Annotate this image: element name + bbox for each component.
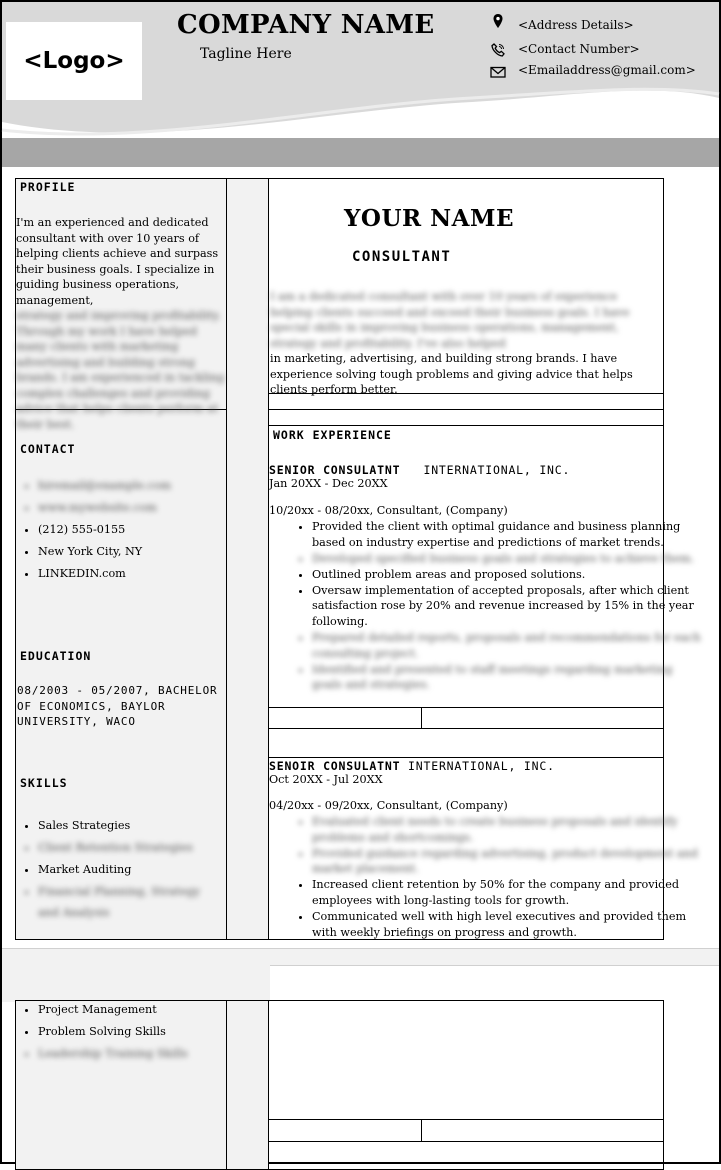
skill-item: • Market Auditing xyxy=(38,859,213,881)
job-bullet: • Prepared detailed reports, proposals and recommendations for each consulting project. xyxy=(312,630,702,661)
job-bullet: • Provided guidance regarding advertising, product development and market placement. xyxy=(312,846,705,877)
summary-text: in marketing, advertising, and building strong brands. I have experience solving tough problems and giving advice that helps clients perform better. xyxy=(270,352,633,396)
summary-block xyxy=(270,289,663,398)
page2-top-shade xyxy=(2,964,270,1002)
job-bullet: • Oversaw implementation of accepted proposals, after which client satisfaction rose by 20% and revenue increased by 15% in the year following. xyxy=(312,583,702,630)
page2-divider xyxy=(268,1141,664,1142)
page2-cell-divider xyxy=(421,1119,422,1141)
job-bullet: • Increased client retention by 50% for the company and provided employees with long-lasting tools for growth. xyxy=(312,877,705,908)
logo: <Logo> xyxy=(6,22,142,100)
skill-item: • Project Management xyxy=(38,999,213,1021)
mail-icon xyxy=(490,64,506,80)
job-bullet: • Evaluated client needs to create business proposals and identify problems and shortcomings. xyxy=(312,814,705,845)
job-bullet: • Communicated well with high level executives and provided them with weekly briefings on progress and growth. xyxy=(312,909,705,940)
email-address: <Emailaddress@gmail.com> xyxy=(518,63,696,77)
page2-gutter-box xyxy=(226,1000,269,1170)
job-bullet: • Provided the client with optimal guidance and business planning based on industry expertise and predictions of market trends. xyxy=(312,519,702,550)
profile-text-block xyxy=(16,215,226,431)
profile-text: I'm an experienced and dedicated consultant with over 10 years of helping clients achieve and surpass their business goals. I specialize in guiding business operations, management, xyxy=(16,216,219,307)
phone-icon xyxy=(490,42,506,58)
contact-location: • New York City, NY xyxy=(38,541,243,563)
job-title-line xyxy=(269,759,555,773)
skills-title: SKILLS xyxy=(20,776,68,790)
main-divider xyxy=(268,409,664,410)
skill-item: • Financial Planning, Strategy and Analysis xyxy=(38,881,213,923)
work-experience-title: WORK EXPERIENCE xyxy=(273,428,392,442)
job-dates: Oct 20XX - Jul 20XX xyxy=(269,773,383,786)
contact-title: CONTACT xyxy=(20,442,76,456)
job-bullet: • Outlined problem areas and proposed solutions. xyxy=(312,567,702,583)
job-company: INTERNATIONAL, INC. xyxy=(423,463,571,477)
address-details: <Address Details> xyxy=(518,18,634,32)
main-divider xyxy=(268,757,664,758)
job-title: SENIOR CONSULATNT xyxy=(269,463,401,477)
profile-text-blurred: strategy and improving profitability. Through my work I have helped many clients with marketing advertising and building strong brands. I am experienced in tackling complex challenges and providing advice that helps clients perform at their best. xyxy=(16,309,225,431)
education-entry: 08/2003 - 05/2007, BACHELOR OF ECONOMICS, BAYLOR UNIVERSITY, WACO xyxy=(17,684,218,728)
skill-item: • Client Retention Strategies xyxy=(38,837,213,859)
main-cell-divider xyxy=(421,707,422,728)
skills-list-continued xyxy=(16,999,213,1065)
job-bullets xyxy=(269,814,705,941)
contact-list xyxy=(16,475,243,585)
profile-title: PROFILE xyxy=(20,180,76,194)
location-pin-icon xyxy=(490,13,506,29)
contact-linkedin[interactable]: • LINKEDIN.com xyxy=(38,563,243,585)
contact-phone: • (212) 555-0155 xyxy=(38,519,243,541)
company-name: COMPANY NAME xyxy=(177,10,435,40)
skill-item: • Problem Solving Skills xyxy=(38,1021,213,1043)
page2-divider xyxy=(268,1119,664,1120)
your-name: YOUR NAME xyxy=(344,205,514,232)
main-divider xyxy=(268,728,664,729)
job-bullet: • Developed specified business goals and strategies to achieve them. xyxy=(312,551,702,567)
job-bullet: • Identified and presented to staff meetings regarding marketing goals and strategies. xyxy=(312,662,702,693)
main-divider xyxy=(268,707,664,708)
tagline: Tagline Here xyxy=(200,46,292,62)
job-title: SENOIR CONSULATNT xyxy=(269,759,401,773)
contact-website[interactable]: • www.mywebsite.com xyxy=(38,497,243,519)
skills-list xyxy=(16,815,213,923)
contact-email[interactable]: • hiremail@example.com xyxy=(38,475,243,497)
job-role-line: 10/20xx - 08/20xx, Consultant, (Company) xyxy=(269,504,508,517)
page2-main-box xyxy=(268,1000,664,1170)
job-company: INTERNATIONAL, INC. xyxy=(408,759,555,773)
main-divider xyxy=(268,425,664,426)
contact-number: <Contact Number> xyxy=(518,42,640,56)
job-bullets xyxy=(269,519,702,694)
skill-item: • Sales Strategies xyxy=(38,815,213,837)
job-role: CONSULTANT xyxy=(352,249,452,265)
job-dates: Jan 20XX - Dec 20XX xyxy=(269,477,388,490)
job-role-line: 04/20xx - 09/20xx, Consultant, (Company) xyxy=(269,799,508,812)
header-band xyxy=(2,138,719,167)
education-title: EDUCATION xyxy=(20,649,92,663)
summary-blurred: I am a dedicated consultant with over 10 years of experience helping clients succeed and exceed their business goals. I have special skills in improving business operations, management, strategy and profitability. I've also helped xyxy=(270,290,630,350)
skill-item: • Leadership Training Skills xyxy=(38,1043,213,1065)
job-title-line xyxy=(269,463,570,477)
